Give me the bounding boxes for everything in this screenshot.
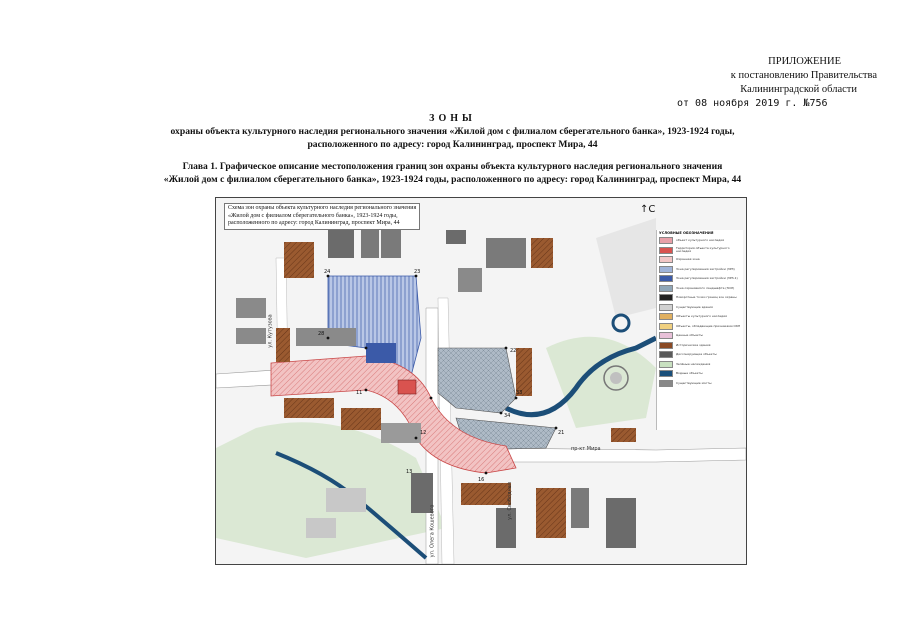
point-label: 13 — [406, 469, 413, 475]
legend-label: Объекты культурного наследия — [676, 314, 727, 319]
historic-building — [461, 483, 511, 505]
roundabout-center — [610, 372, 622, 384]
historic-building — [341, 408, 381, 430]
point-label: 22 — [510, 348, 517, 354]
legend-swatch — [659, 237, 673, 244]
legend-swatch — [659, 275, 673, 282]
legend-swatch — [659, 370, 673, 377]
north-label: С — [648, 204, 656, 215]
legend-swatch — [659, 313, 673, 320]
building — [306, 518, 336, 538]
building — [236, 328, 266, 344]
point-label: 12 — [420, 430, 427, 436]
historic-building — [611, 428, 636, 442]
building-blue — [366, 343, 396, 363]
building — [446, 230, 466, 244]
legend-swatch — [659, 256, 673, 263]
chapter-line-2: «Жилой дом с филиалом сберегательного банка», 1923-1924 годы, расположенного по адресу: город Калининград, проспект Мира, 44 — [163, 174, 742, 185]
point-label: 16 — [478, 477, 485, 483]
legend-label: Водные объекты — [676, 371, 703, 376]
legend-item — [657, 293, 743, 303]
legend-item — [657, 341, 743, 351]
point-label: 11 — [356, 390, 363, 396]
appendix-header — [677, 55, 877, 111]
legend-label: Зона охраняемого ландшафта (ЗОЛ) — [676, 285, 735, 290]
legend-swatch — [659, 342, 673, 349]
legend-swatch — [659, 361, 673, 368]
legend-label: Диссонирующие объекты — [676, 352, 717, 357]
street-label-koshevogo: ул. Олега Кошевого — [429, 504, 436, 558]
building — [296, 328, 356, 346]
legend-item — [657, 369, 743, 379]
north-arrow-icon: ↑С — [640, 204, 656, 215]
legend-label: Зона регулирования застройки (ЗРЗ) — [676, 266, 735, 271]
building — [326, 488, 366, 512]
legend-label: Существующие мосты — [676, 380, 712, 385]
legend-item — [657, 379, 743, 389]
historic-building — [536, 488, 566, 538]
legend-label: Объекты, обладающие признаками ОКН — [676, 323, 741, 328]
building — [458, 268, 482, 292]
street-label-mira: пр-кт Мира — [571, 446, 601, 452]
legend-item — [657, 360, 743, 370]
zone-map — [215, 197, 747, 565]
building — [571, 488, 589, 528]
legend-label: Зелёные насаждения — [676, 361, 711, 366]
legend-label: объект культурного наследия — [676, 238, 725, 243]
historic-building — [284, 398, 334, 418]
point-label: 23 — [414, 269, 421, 275]
legend-items — [657, 236, 743, 388]
legend-swatch — [659, 266, 673, 273]
title-line-1: охраны объекта культурного наследия регионального значения «Жилой дом с филиалом сберегательного банка», 1923-1924 годы, — [170, 126, 735, 137]
legend-label: Охранная зона — [676, 257, 700, 262]
legend-swatch — [659, 247, 673, 254]
legend-swatch — [659, 323, 673, 330]
legend-swatch — [659, 304, 673, 311]
appendix-title: ПРИЛОЖЕНИЕ — [768, 56, 841, 67]
legend-item — [657, 246, 743, 256]
building — [381, 230, 401, 258]
legend-title: УСЛОВНЫЕ ОБОЗНАЧЕНИЯ — [659, 231, 714, 235]
legend-item — [657, 331, 743, 341]
building — [381, 423, 421, 443]
legend-swatch — [659, 285, 673, 292]
map-caption-line-2: «Жилой дом с филиалом сберегательного банка», 1923-1924 годы, — [228, 212, 398, 219]
legend-item — [657, 274, 743, 284]
appendix-to-resolution: к постановлению Правительства — [730, 70, 877, 81]
building — [328, 228, 354, 258]
map-caption-line-1: Схема зон охраны объекта культурного наследия регионального значения — [228, 205, 417, 211]
map-caption — [224, 203, 420, 230]
document-title — [0, 112, 905, 151]
street-label-svobodnaya: ул. Свободная — [506, 482, 513, 520]
point-label: 34 — [504, 413, 511, 419]
appendix-region: Калининградской области — [740, 84, 857, 95]
legend-swatch — [659, 294, 673, 301]
legend-item — [657, 350, 743, 360]
legend-swatch — [659, 380, 673, 387]
point-label: 28 — [318, 331, 325, 337]
legend-label: Исторические здания — [676, 342, 711, 347]
legend-item — [657, 312, 743, 322]
legend-item — [657, 322, 743, 332]
legend-item — [657, 236, 743, 246]
building — [486, 238, 526, 268]
legend-label: Существующие здания — [676, 304, 713, 309]
legend-item — [657, 255, 743, 265]
street-label-kutuzova: ул. Кутузова — [267, 314, 274, 348]
legend-item — [657, 265, 743, 275]
legend-label: Ценные объекты — [676, 333, 703, 338]
chapter-heading — [0, 160, 905, 186]
building — [361, 228, 379, 258]
legend-label: Поворотные точки границ зон охраны — [676, 295, 737, 300]
map-caption-line-3: расположенного по адресу: город Калининград, проспект Мира, 44 — [228, 220, 400, 226]
map-legend — [656, 230, 743, 430]
legend-label: Зона регулирования застройки (ЗРЗ-1) — [676, 276, 738, 281]
legend-label: Территория объекта культурного наследия — [676, 245, 730, 254]
appendix-date-number: от 08 ноября 2019 г. №756 — [677, 98, 828, 109]
legend-item — [657, 284, 743, 294]
point-label: 24 — [324, 269, 331, 275]
historic-building — [276, 328, 290, 362]
chapter-line-1: Глава 1. Графическое описание местоположения границ зон охраны объекта культурного наследия регионального значения — [182, 161, 723, 172]
historic-building — [516, 348, 532, 396]
title-zones: ЗОНЫ — [429, 113, 476, 124]
point-label: 33 — [516, 390, 523, 396]
legend-swatch — [659, 351, 673, 358]
title-line-2: расположенного по адресу: город Калининград, проспект Мира, 44 — [307, 139, 598, 150]
historic-building — [531, 238, 553, 268]
heritage-object — [398, 380, 416, 394]
building — [606, 498, 636, 548]
legend-item — [657, 303, 743, 313]
legend-swatch — [659, 332, 673, 339]
historic-building — [284, 242, 314, 278]
building — [236, 298, 266, 318]
point-label: 21 — [558, 430, 565, 436]
